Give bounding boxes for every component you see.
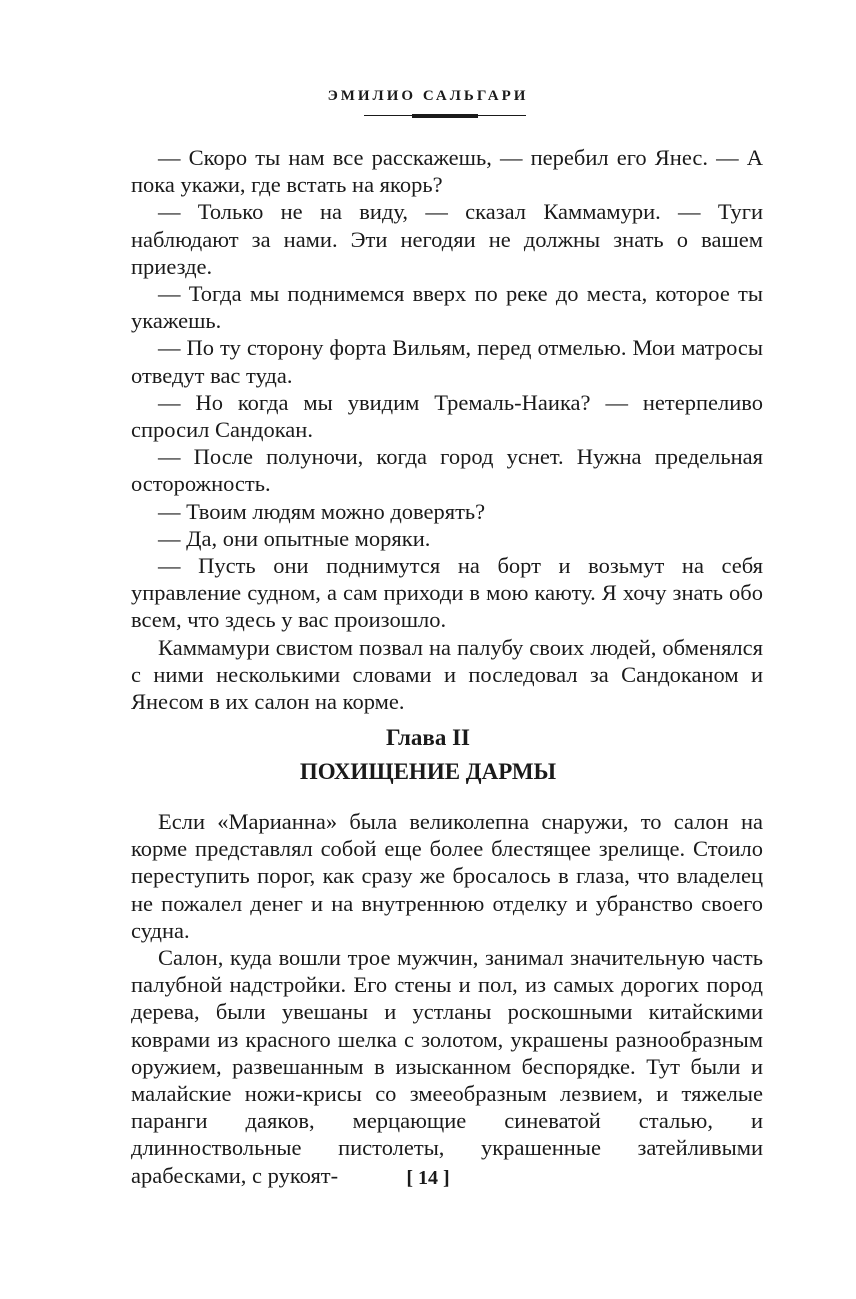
paragraph: — Твоим людям можно доверять? [158,498,486,524]
chapter-number: Глава II [385,725,470,750]
paragraph: — Скоро ты нам все расскажешь, — перебил его Янес. — А пока укажи, где встать на якорь? [131,145,763,198]
body-text-before-chapter [131,144,763,715]
body-text-after-chapter [131,808,763,1189]
paragraph: Если «Марианна» была великолепна снаружи, то салон на корме представлял собой еще более блестящее зрелище. Стоило переступить порог, как сразу же бросалось в глаза, что владелец не пожалел денег и на внутреннюю отделку и убранство своего судна. [131,809,763,943]
paragraph: Каммамури свистом позвал на палубу своих людей, обменялся с ними несколькими словами и последовал за Сандоканом и Янесом в их салон на корме. [131,634,763,715]
paragraph: — Только не на виду, — сказал Каммамури. — Туги наблюдают за нами. Эти негодяи не должны знать о вашем приезде. [131,199,763,279]
paragraph: — Тогда мы поднимемся вверх по реке до места, которое ты укажешь. [131,281,763,334]
paragraph: — Пусть они поднимутся на борт и возьмут на себя управление судном, а сам приходи в мою каюту. Я хочу знать обо всем, что здесь у вас произошло. [131,553,763,633]
chapter-title: ПОХИЩЕНИЕ ДАРМЫ [299,759,557,784]
running-head-rule-accent [412,114,478,118]
paragraph: — По ту сторону форта Вильям, перед отмелью. Мои матросы отведут вас туда. [131,335,763,388]
paragraph: — После полуночи, когда город уснет. Нужна предельная осторожность. [131,444,763,497]
paragraph: — Да, они опытные моряки. [158,525,431,551]
paragraph: Салон, куда вошли трое мужчин, занимал значительную часть палубной надстройки. Его стены и пол, из самых дорогих пород дерева, были увешаны и устланы роскошными китайскими коврами из красного шелка с золотом, украшены разнообразным оружием, развешанным в изысканном беспорядке. Тут были и малайские ножи-крисы со змееобразным лезвием, и тяжелые паранги даяков, мерцающие синеватой сталью, и длинноствольные пистолеты, украшенные затейливыми арабесками, с рукоят- [131,945,763,1188]
page-number: [ 14 ] [406,1167,450,1189]
running-head: ЭМИЛИО САЛЬГАРИ [327,88,529,104]
paragraph: — Но когда мы увидим Тремаль-Наика? — нетерпеливо спросил Сандокан. [131,389,763,443]
